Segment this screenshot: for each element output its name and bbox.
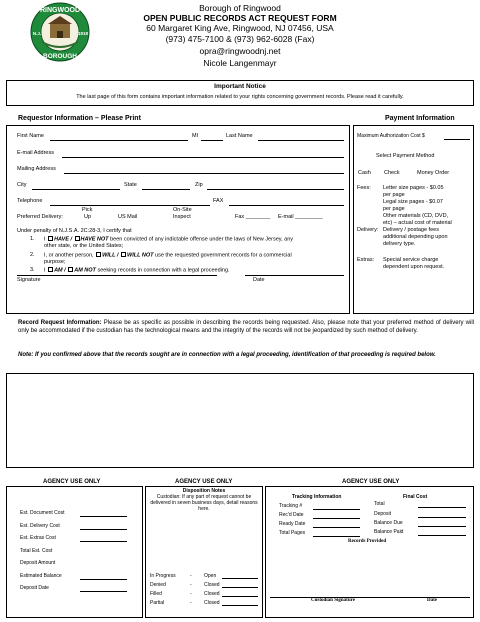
item2-text-line2: purpose; <box>44 259 66 265</box>
recd-date-field[interactable] <box>313 518 360 519</box>
borough-name: Borough of Ringwood <box>199 3 281 13</box>
agency-use-title-2: AGENCY USE ONLY <box>175 479 233 485</box>
am-not-checkbox[interactable] <box>68 267 73 272</box>
balance-paid-field[interactable] <box>418 535 466 536</box>
mailing-address-label: Mailing Address <box>17 166 56 172</box>
pick-label: Pick <box>82 207 93 213</box>
est-extras-cost-label: Est. Extras Cost <box>20 535 56 541</box>
status-closed-1: Closed <box>204 582 220 588</box>
item1-text-line2: other state, or the United States; <box>44 243 124 249</box>
final-total-label: Total <box>374 501 385 507</box>
item2-number: 2. <box>30 252 35 258</box>
city-label: City <box>17 182 27 188</box>
deposit-amount-label: Deposit Amount <box>20 560 56 566</box>
important-notice-box <box>6 80 474 106</box>
zip-field[interactable] <box>207 189 344 190</box>
am-checkbox[interactable] <box>48 267 53 272</box>
total-pages-field[interactable] <box>313 536 360 537</box>
state-label: State <box>124 182 137 188</box>
preferred-delivery-label: Preferred Delivery: <box>17 214 63 220</box>
fees-label: Fees: <box>357 185 371 191</box>
payment-section-title: Payment Information <box>385 115 455 122</box>
signature-label: Signature <box>17 277 41 283</box>
extras-line2: dependent upon request. <box>383 264 445 270</box>
estimated-balance-field[interactable] <box>80 579 127 580</box>
status-line-2 <box>222 587 258 588</box>
ready-date-label: Ready Date <box>279 521 306 527</box>
deposit-date-field[interactable] <box>80 591 127 592</box>
final-deposit-field[interactable] <box>418 517 466 518</box>
status-line-1 <box>222 578 258 579</box>
borough-phones: (973) 475-7100 & (973) 962-6028 (Fax) <box>165 34 315 44</box>
status-dash-4: - <box>190 600 192 606</box>
tracking-number-field[interactable] <box>313 509 360 510</box>
mi-label: MI <box>192 133 199 139</box>
city-field[interactable] <box>32 189 120 190</box>
status-line-4 <box>222 605 258 606</box>
custodian-signature-field[interactable] <box>270 597 470 598</box>
status-dash-1: - <box>190 573 192 579</box>
onsite-label: On-Site <box>173 207 192 213</box>
balance-due-field[interactable] <box>418 526 466 527</box>
status-in-progress[interactable]: In Progress <box>150 573 176 579</box>
delivery-label: Delivery: <box>357 227 379 233</box>
first-name-field[interactable] <box>50 140 188 141</box>
notice-title: Important Notice <box>214 83 266 90</box>
delivery-option-email[interactable]: E-mail _________ <box>278 214 323 220</box>
status-closed-2: Closed <box>204 591 220 597</box>
status-open: Open <box>204 573 217 579</box>
signature-field[interactable] <box>17 275 217 276</box>
mi-field[interactable] <box>201 140 223 141</box>
fees-legal-size-unit: per page <box>383 206 405 212</box>
penalty-statement: Under penalty of N.J.S.A. 2C:28-3, I certify that <box>17 228 132 234</box>
borough-email: opra@ringwoodnj.net <box>199 46 281 56</box>
signature-date-label: Date <box>253 277 265 283</box>
status-dash-2: - <box>190 582 192 588</box>
seal-bottom-text: BOROUGH <box>43 53 77 60</box>
delivery-option-inspect[interactable]: Inspect <box>173 214 191 220</box>
status-filled[interactable]: Filled <box>150 591 162 597</box>
max-auth-cost-field[interactable] <box>444 139 470 140</box>
will-not-checkbox[interactable] <box>121 252 126 257</box>
state-field[interactable] <box>142 189 190 190</box>
telephone-field[interactable] <box>50 205 210 206</box>
extras-line1: Special service charge <box>383 257 439 263</box>
fees-legal-size: Legal size pages - $0.07 <box>383 199 443 205</box>
have-checkbox[interactable] <box>48 236 53 241</box>
custodian-date-label: Date <box>427 598 437 603</box>
record-request-info: Record Request Information: Please be as specific as possible in describing the records being requested. Also, please note that your preferred method of delivery will only be accommodated if the custodian has the technological means and the integrity of the records will not be jeopardized by such method of delivery. <box>18 320 474 334</box>
email-address-field[interactable] <box>62 157 344 158</box>
notice-text: The last page of this form contains important information related to your rights concerning government records. Please read it carefully. <box>76 94 404 100</box>
have-not-checkbox[interactable] <box>75 236 80 241</box>
fees-other-materials: Other materials (CD, DVD, <box>383 213 449 219</box>
est-document-cost-label: Est. Document Cost <box>20 510 65 516</box>
signature-date-field[interactable] <box>245 275 344 276</box>
agency-use-title-1: AGENCY USE ONLY <box>43 479 101 485</box>
status-partial[interactable]: Partial <box>150 600 165 606</box>
fax-label: FAX <box>213 198 224 204</box>
seal-top-text: RINGWOOD <box>39 7 81 14</box>
item1-number: 1. <box>30 236 35 242</box>
record-request-textarea[interactable] <box>6 373 474 468</box>
disposition-text: Custodian: If any part of request cannot be delivered in seven business days, detail reasons here. <box>150 494 258 512</box>
records-provided-label: Records Provided <box>348 539 387 544</box>
est-extras-cost-field[interactable] <box>80 541 127 542</box>
extras-label: Extras: <box>357 257 375 263</box>
payment-money-order[interactable]: Money Order <box>417 170 450 176</box>
est-delivery-cost-label: Est. Delivery Cost <box>20 523 60 529</box>
item1-text: I HAVE / HAVE NOT been convicted of any indictable offense under the laws of New Jersey, any <box>44 236 294 243</box>
payment-check[interactable]: Check <box>384 170 400 176</box>
last-name-field[interactable] <box>258 140 344 141</box>
recd-date-label: Rec'd Date <box>279 512 304 518</box>
total-pages-label: Total Pages <box>279 530 306 536</box>
status-dash-3: - <box>190 591 192 597</box>
requestor-section-title: Requestor Information – Please Print <box>18 115 141 122</box>
item2-text: I, or another person, WILL / WILL NOT use the requested government records for a commercial <box>44 252 292 259</box>
delivery-option-pickup[interactable]: Up <box>84 214 92 220</box>
delivery-option-us-mail[interactable]: US Mail <box>118 214 138 220</box>
seal-right-text: 1918 <box>77 31 89 36</box>
balance-paid-label: Balance Paid <box>374 529 404 535</box>
first-name-label: First Name <box>17 133 44 139</box>
status-line-3 <box>222 596 258 597</box>
estimated-balance-label: Estimated Balance <box>20 573 62 579</box>
select-payment-method: Select Payment Method <box>376 153 435 159</box>
tracking-number-label: Tracking # <box>279 503 303 509</box>
delivery-fees-line1: Delivery / postage fees <box>383 227 439 233</box>
delivery-fees-line2: additional depending upon <box>383 234 448 240</box>
max-auth-cost-label: Maximum Authorization Cost $ <box>357 133 425 139</box>
item3-number: 3. <box>30 267 35 273</box>
legal-proceeding-note: Note: If you confirmed above that the records sought are in connection with a legal proceeding, identification of that proceeding is required below. <box>18 352 436 358</box>
final-total-field[interactable] <box>418 507 466 508</box>
final-cost-title: Final Cost <box>403 494 428 500</box>
zip-label: Zip <box>195 182 203 188</box>
balance-due-label: Balance Due <box>374 520 403 526</box>
agency-use-title-3: AGENCY USE ONLY <box>342 479 400 485</box>
total-est-cost-label: Total Est. Cost <box>20 548 53 554</box>
final-deposit-label: Deposit <box>374 511 391 517</box>
disposition-title: Disposition Notes <box>182 488 226 494</box>
est-document-cost-field[interactable] <box>80 516 127 517</box>
fees-letter-size: Letter size pages - $0.05 <box>383 185 444 191</box>
ready-date-field[interactable] <box>313 527 360 528</box>
status-closed-3: Closed <box>204 600 220 606</box>
borough-address: 60 Margaret King Ave, Ringwood, NJ 07456, USA <box>146 23 334 33</box>
form-title: OPEN PUBLIC RECORDS ACT REQUEST FORM <box>143 13 337 23</box>
delivery-fees-line3: delivery type. <box>383 241 416 247</box>
custodian-signature-label: Custodian Signature <box>311 598 355 603</box>
seal-left-text: N.J. <box>32 31 42 36</box>
est-delivery-cost-field[interactable] <box>80 529 127 530</box>
deposit-date-label: Deposit Date <box>20 585 49 591</box>
fees-other-materials-line2: etc) – actual cost of material <box>383 220 452 226</box>
contact-name: Nicole Langenmayr <box>203 58 277 68</box>
status-denied[interactable]: Denied <box>150 582 166 588</box>
last-name-label: Last Name <box>226 133 253 139</box>
email-address-label: E-mail Address <box>17 150 54 156</box>
payment-cash[interactable]: Cash <box>358 170 371 176</box>
item3-text: I AM / AM NOT seeking records in connection with a legal proceeding. <box>44 267 230 274</box>
tracking-info-title: Tracking Information <box>292 494 342 500</box>
fees-letter-size-unit: per page <box>383 192 405 198</box>
mailing-address-field[interactable] <box>64 173 344 174</box>
telephone-label: Telephone <box>17 198 43 204</box>
delivery-option-fax[interactable]: Fax ________ <box>235 214 271 220</box>
fax-field[interactable] <box>229 205 344 206</box>
will-checkbox[interactable] <box>96 252 101 257</box>
